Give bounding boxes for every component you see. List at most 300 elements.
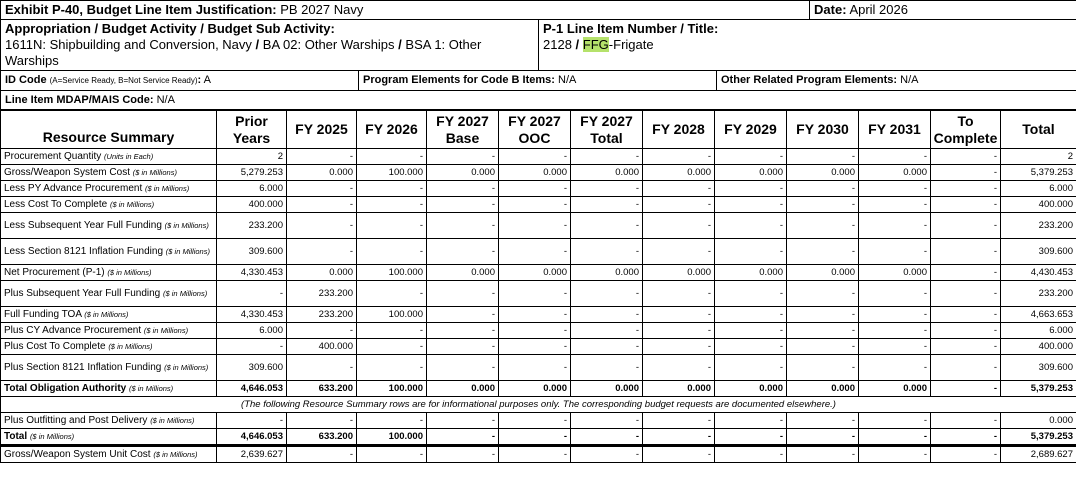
row-label-text: Less Subsequent Year Full Funding [4,220,162,231]
table-cell: 309.600 [1001,355,1076,381]
id-code-label: ID Code [5,74,47,86]
appropriation-code: 1611N: Shipbuilding and Conversion, Navy [5,37,252,52]
table-cell: 0.000 [287,265,357,281]
table-cell: 0.000 [643,381,715,397]
table-cell: - [287,446,357,463]
column-header-fy-2027-base: FY 2027 Base [427,111,499,149]
row-unit: ($ in Millions) [165,247,210,256]
table-cell: - [287,355,357,381]
id-code-legend: (A=Service Ready, B=Not Service Ready) [49,76,198,85]
appropriation-label: Appropriation / Budget Activity / Budget Sub Activity: [5,21,335,36]
table-cell: - [571,355,643,381]
column-header-to-complete: To Complete [931,111,1001,149]
table-cell: - [499,239,571,265]
table-row [1,307,1076,323]
table-cell: - [357,446,427,463]
table-cell: - [715,355,787,381]
exhibit-title [1,1,810,20]
table-cell: - [931,446,1001,463]
table-row [1,149,1076,165]
table-cell: - [715,429,787,446]
program-elements-value: N/A [558,74,577,86]
table-cell: - [859,355,931,381]
table-cell: 6.000 [217,181,287,197]
table-cell: - [643,413,715,429]
table-cell: - [357,197,427,213]
row-label [1,197,217,213]
exhibit-label: Exhibit P-40, Budget Line Item Justification: [5,2,277,17]
table-cell: - [571,429,643,446]
table-cell: 0.000 [427,381,499,397]
column-header-fy-2031: FY 2031 [859,111,931,149]
row-unit: ($ in Millions) [143,326,189,335]
table-cell: - [787,239,859,265]
table-cell: - [427,213,499,239]
table-cell: - [357,323,427,339]
row-label-text: Plus Subsequent Year Full Funding [4,288,161,299]
row-label [1,181,217,197]
table-cell: - [571,339,643,355]
budget-sub-activity-cont: Warships [5,53,59,68]
table-cell: 0.000 [643,265,715,281]
table-cell: - [499,181,571,197]
table-cell: - [859,413,931,429]
info-note: (The following Resource Summary rows are for informational purposes only. The corresponding budget requests are documented elsewhere.) [1,397,1076,413]
table-cell: - [787,323,859,339]
table-cell: 6.000 [1001,323,1076,339]
table-cell: - [931,413,1001,429]
table-cell: - [357,149,427,165]
row-label-text: Gross/Weapon System Cost [4,167,130,178]
table-cell: - [287,181,357,197]
row-unit: ($ in Millions) [164,221,209,230]
table-cell: 4,330.453 [217,307,287,323]
table-cell: - [571,446,643,463]
row-label [1,165,217,181]
table-cell: 2,689.627 [1001,446,1076,463]
table-row [1,446,1076,463]
table-cell: 400.000 [217,197,287,213]
table-cell: 5,379.253 [1001,429,1076,446]
table-cell: 0.000 [571,381,643,397]
id-code-value: A [203,74,212,86]
exhibit-value: PB 2027 Navy [280,2,364,17]
row-label [1,323,217,339]
table-cell: 0.000 [427,265,499,281]
table-cell: - [357,339,427,355]
table-cell: 0.000 [287,165,357,181]
table-cell: 100.000 [357,307,427,323]
table-cell: - [499,213,571,239]
row-label-text: Less PY Advance Procurement [4,183,143,194]
table-row [1,355,1076,381]
table-cell: 0.000 [787,165,859,181]
table-cell: - [787,446,859,463]
table-cell: - [427,307,499,323]
table-cell: - [643,446,715,463]
table-cell: - [287,213,357,239]
row-label-text: Plus Section 8121 Inflation Funding [4,362,162,373]
table-cell: - [715,197,787,213]
mdap-value: N/A [156,94,175,106]
appropriation-cell [1,20,539,71]
table-cell: 2 [217,149,287,165]
program-elements-cell [359,71,717,91]
budget-activity: BA 02: Other Warships [262,37,395,52]
row-label [1,213,217,239]
table-cell: - [499,197,571,213]
column-header-fy-2030: FY 2030 [787,111,859,149]
column-header-fy-2028: FY 2028 [643,111,715,149]
table-cell: - [931,307,1001,323]
column-header-resource-summary: Resource Summary [1,111,217,149]
table-cell: - [931,323,1001,339]
date-value: April 2026 [849,2,908,17]
table-cell: - [859,281,931,307]
table-cell: 0.000 [787,381,859,397]
row-label [1,281,217,307]
table-cell: - [427,239,499,265]
table-cell: - [931,339,1001,355]
table-cell: - [643,429,715,446]
table-cell: - [715,181,787,197]
table-cell: - [787,413,859,429]
table-cell: - [787,197,859,213]
table-cell: - [859,181,931,197]
table-cell: 233.200 [1001,213,1076,239]
table-cell: - [715,339,787,355]
table-cell: - [217,281,287,307]
column-header-fy-2027-total: FY 2027 Total [571,111,643,149]
table-cell: 5,279.253 [217,165,287,181]
table-row [1,381,1076,397]
table-cell: - [499,429,571,446]
table-cell: - [643,213,715,239]
table-cell: - [787,213,859,239]
table-cell: - [357,355,427,381]
id-code-cell [1,71,359,91]
table-cell: - [715,413,787,429]
table-cell: - [931,181,1001,197]
other-elements-label: Other Related Program Elements: [721,74,898,86]
table-row [1,265,1076,281]
row-label [1,355,217,381]
table-cell: - [931,381,1001,397]
table-cell: 0.000 [571,165,643,181]
table-cell: - [715,239,787,265]
table-cell: 100.000 [357,265,427,281]
table-cell: - [571,213,643,239]
row-label-text: Plus CY Advance Procurement [4,325,142,336]
table-cell: - [287,413,357,429]
table-cell: - [427,355,499,381]
column-header-row [1,111,1076,149]
table-cell: - [715,307,787,323]
table-cell: 5,379.253 [1001,381,1076,397]
table-cell: - [427,281,499,307]
table-cell: 0.000 [715,165,787,181]
table-row [1,323,1076,339]
column-header-fy-2027-ooc: FY 2027 OOC [499,111,571,149]
table-cell: - [357,181,427,197]
table-cell: - [787,149,859,165]
table-cell: - [859,197,931,213]
table-cell: - [931,429,1001,446]
table-cell: - [427,323,499,339]
table-cell: - [643,239,715,265]
row-label [1,307,217,323]
table-cell: 0.000 [787,265,859,281]
table-cell: 233.200 [287,307,357,323]
p1-cell [539,20,1076,71]
row-label-text: Gross/Weapon System Unit Cost [4,449,151,460]
sep: / [575,37,580,52]
table-cell: - [715,149,787,165]
table-cell: - [571,197,643,213]
header-table [0,0,1076,71]
table-cell: - [787,429,859,446]
table-cell: 0.000 [499,265,571,281]
table-cell: - [859,307,931,323]
table-cell: - [571,149,643,165]
row-label-text: Plus Outfitting and Post Delivery [4,415,148,426]
table-cell: - [571,323,643,339]
table-cell: 0.000 [859,381,931,397]
row-unit: ($ in Millions) [84,310,129,319]
row-label-text: Total Obligation Authority [4,383,127,394]
table-cell: 309.600 [217,355,287,381]
other-elements-cell [717,71,1076,91]
table-cell: - [427,429,499,446]
row-unit: ($ in Millions) [29,432,75,441]
table-cell: 4,646.053 [217,429,287,446]
table-cell: - [287,149,357,165]
row-label [1,446,217,463]
column-header-total: Total [1001,111,1076,149]
table-cell: - [931,149,1001,165]
table-cell: - [931,265,1001,281]
program-elements-label: Program Elements for Code B Items: [363,74,555,86]
table-cell: - [715,323,787,339]
table-cell: - [499,355,571,381]
table-cell: 4,430.453 [1001,265,1076,281]
table-row [1,213,1076,239]
table-cell: - [571,281,643,307]
table-cell: - [571,239,643,265]
column-header-fy-2026: FY 2026 [357,111,427,149]
table-cell: - [787,355,859,381]
table-cell: - [643,281,715,307]
table-cell: 100.000 [357,165,427,181]
search-highlight: FFG [582,37,609,52]
table-cell: 100.000 [357,381,427,397]
table-cell: 5,379.253 [1001,165,1076,181]
table-cell: 309.600 [217,239,287,265]
table-cell: - [287,323,357,339]
row-label-text: Procurement Quantity [4,151,102,162]
resource-summary-table [0,110,1076,463]
table-cell: 6.000 [217,323,287,339]
table-cell: - [643,339,715,355]
p1-label: P-1 Line Item Number / Title: [543,21,719,36]
table-cell: - [931,281,1001,307]
row-unit: ($ in Millions) [164,363,209,372]
row-unit: (Units in Each) [104,152,154,161]
table-cell: - [643,323,715,339]
table-cell: - [643,149,715,165]
table-cell: 0.000 [859,265,931,281]
table-cell: - [643,307,715,323]
table-cell: - [357,281,427,307]
column-header-prior-years: Prior Years [217,111,287,149]
sep: / [398,37,402,52]
table-cell: - [499,413,571,429]
row-label-text: Less Cost To Complete [4,199,108,210]
row-label [1,413,217,429]
other-elements-value: N/A [900,74,919,86]
table-row [1,239,1076,265]
sep: / [255,37,260,52]
table-cell: - [859,213,931,239]
table-cell: - [859,339,931,355]
table-cell: - [715,213,787,239]
row-unit: ($ in Millions) [109,200,155,209]
table-cell: - [287,239,357,265]
budget-sub-activity: BSA 1: Other [405,37,482,52]
table-cell: - [931,197,1001,213]
row-unit: ($ in Millions) [108,342,153,351]
row-label [1,265,217,281]
table-cell: 0.000 [643,165,715,181]
row-unit: ($ in Millions) [132,168,177,177]
table-cell: 0.000 [859,165,931,181]
table-cell: - [427,197,499,213]
row-unit: ($ in Millions) [145,184,190,193]
table-cell: - [499,281,571,307]
table-cell: - [931,213,1001,239]
table-cell: - [571,181,643,197]
table-cell: 4,663.653 [1001,307,1076,323]
table-cell: 2 [1001,149,1076,165]
table-cell: 0.000 [499,381,571,397]
row-label-text: Net Procurement (P-1) [4,267,105,278]
table-cell: - [787,281,859,307]
table-cell: - [859,429,931,446]
table-cell: - [287,197,357,213]
table-cell: 400.000 [1001,197,1076,213]
table-cell: - [217,413,287,429]
table-cell: - [357,239,427,265]
table-cell: 309.600 [1001,239,1076,265]
table-cell: - [357,213,427,239]
row-unit: ($ in Millions) [153,450,198,459]
table-cell: 100.000 [357,429,427,446]
table-cell: - [931,239,1001,265]
row-label [1,429,217,446]
table-cell: 6.000 [1001,181,1076,197]
table-row [1,165,1076,181]
table-cell: 0.000 [1001,413,1076,429]
table-row [1,429,1076,446]
table-cell: - [931,355,1001,381]
table-row [1,197,1076,213]
table-cell: - [499,149,571,165]
table-cell: - [217,339,287,355]
table-cell: 0.000 [715,381,787,397]
row-label-text: Total [4,431,28,442]
table-cell: 0.000 [499,165,571,181]
table-cell: - [787,181,859,197]
table-cell: - [859,149,931,165]
table-cell: - [715,446,787,463]
table-cell: - [643,181,715,197]
column-header-fy-2025: FY 2025 [287,111,357,149]
table-cell: 233.200 [287,281,357,307]
info-note-row [1,397,1076,413]
table-cell: - [787,307,859,323]
table-cell: - [859,323,931,339]
table-cell: - [427,413,499,429]
row-label [1,339,217,355]
code-table [0,71,1076,110]
table-cell: - [499,307,571,323]
table-cell: 0.000 [715,265,787,281]
table-cell: 233.200 [1001,281,1076,307]
date-cell [810,1,1076,20]
table-cell: 0.000 [571,265,643,281]
column-header-fy-2029: FY 2029 [715,111,787,149]
table-cell: - [859,239,931,265]
p1-number: 2128 [543,37,572,52]
table-cell: - [643,355,715,381]
row-unit: ($ in Millions) [150,416,195,425]
row-unit: ($ in Millions) [107,268,152,277]
mdap-cell [1,91,1076,110]
row-unit: ($ in Millions) [163,289,208,298]
table-cell: - [643,197,715,213]
table-cell: 233.200 [217,213,287,239]
table-cell: 400.000 [287,339,357,355]
table-row [1,413,1076,429]
table-cell: 2,639.627 [217,446,287,463]
colon: : [197,74,202,86]
table-cell: - [787,339,859,355]
table-cell: - [427,446,499,463]
row-unit: ($ in Millions) [129,384,174,393]
table-cell: - [357,413,427,429]
table-cell: - [427,339,499,355]
row-label-text: Full Funding TOA [4,309,82,320]
row-label [1,381,217,397]
table-cell: 400.000 [1001,339,1076,355]
mdap-label: Line Item MDAP/MAIS Code: [5,94,154,106]
table-row [1,339,1076,355]
table-cell: - [499,446,571,463]
table-cell: - [499,339,571,355]
table-cell: 0.000 [427,165,499,181]
table-cell: - [499,323,571,339]
table-cell: - [715,281,787,307]
table-cell: 4,330.453 [217,265,287,281]
table-cell: - [427,181,499,197]
table-cell: - [859,446,931,463]
p1-title: -Frigate [608,37,654,52]
table-cell: - [571,307,643,323]
table-cell: 633.200 [287,429,357,446]
date-label: Date: [814,2,847,17]
row-label [1,149,217,165]
table-cell: - [571,413,643,429]
